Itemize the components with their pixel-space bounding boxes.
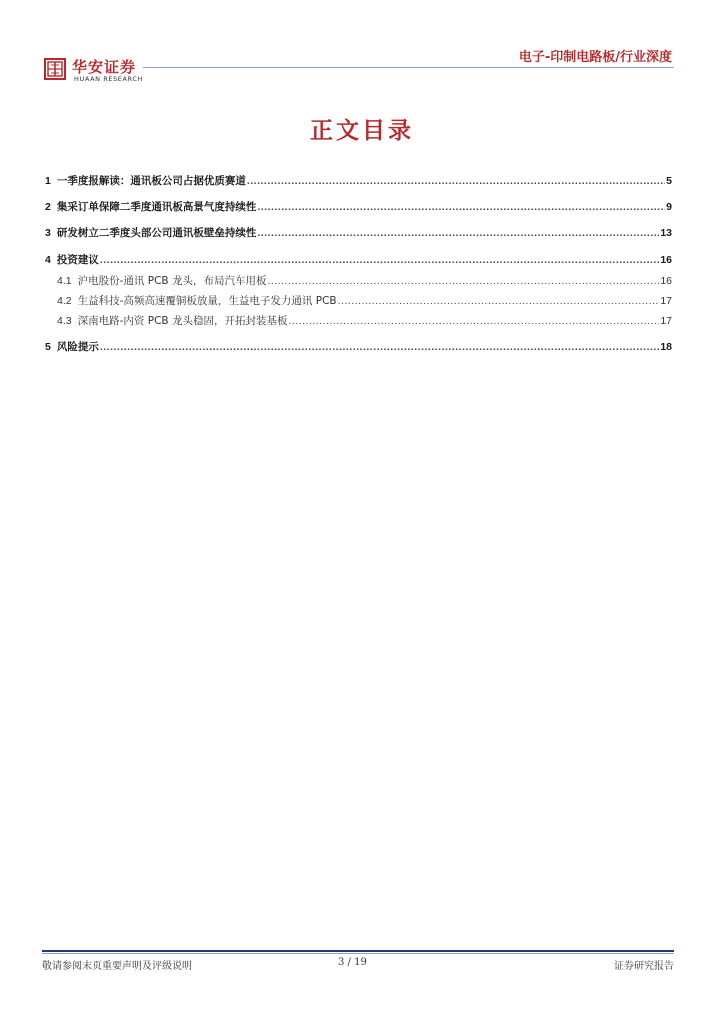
toc-entry-title: 研发树立二季度头部公司通讯板壁垒持续性 bbox=[56, 227, 257, 240]
footer-divider-thin bbox=[42, 953, 674, 954]
toc-leader-dots bbox=[247, 175, 665, 187]
toc-entry-page: 18 bbox=[660, 340, 672, 353]
toc-entry[interactable] bbox=[45, 199, 672, 225]
toc-entry-title: 一季度报解读：通讯板公司占据优质赛道 bbox=[56, 175, 246, 187]
header-divider bbox=[143, 67, 674, 68]
toc-entry-title: 沪电股份-通讯 PCB 龙头，布局汽车用板 bbox=[77, 274, 267, 287]
toc-entry-title: 集采订单保障二季度通讯板高景气度持续性 bbox=[56, 201, 257, 214]
toc-leader-dots bbox=[257, 201, 665, 213]
toc-entry-title: 风险提示 bbox=[56, 340, 99, 353]
toc-leader-dots bbox=[288, 315, 659, 327]
toc-entry[interactable] bbox=[45, 313, 672, 333]
toc-entry[interactable] bbox=[45, 173, 672, 199]
toc-entry-number: 4.3 bbox=[57, 315, 72, 328]
toc-entry[interactable] bbox=[45, 339, 672, 365]
toc-entry-title: 生益科技-高频高速覆铜板放量，生益电子发力通讯 PCB bbox=[77, 295, 337, 308]
toc-entry-page: 5 bbox=[666, 175, 672, 187]
toc-entry-number: 3 bbox=[45, 227, 51, 240]
huaan-logo-icon bbox=[44, 58, 66, 80]
logo-subtitle: HUAAN RESEARCH bbox=[74, 75, 143, 83]
page-title: 正文目录 bbox=[310, 118, 414, 144]
toc-entry-page: 9 bbox=[666, 201, 672, 214]
table-of-contents bbox=[45, 173, 672, 365]
toc-leader-dots bbox=[338, 295, 660, 307]
toc-leader-dots bbox=[100, 254, 659, 266]
footer-disclaimer: 敬请参阅末页重要声明及评级说明 bbox=[42, 961, 192, 972]
toc-entry[interactable] bbox=[45, 225, 672, 251]
toc-entry-page: 17 bbox=[660, 295, 672, 308]
footer-divider bbox=[42, 950, 674, 952]
toc-entry[interactable] bbox=[45, 293, 672, 313]
toc-entry-number: 4.1 bbox=[57, 274, 72, 287]
toc-leader-dots bbox=[257, 227, 659, 239]
page-number: 3 / 19 bbox=[338, 957, 367, 968]
toc-leader-dots bbox=[100, 341, 659, 353]
logo-text: 华安证券 bbox=[72, 58, 137, 76]
report-category: 电子-印制电路板/行业深度 bbox=[518, 50, 672, 65]
toc-leader-dots bbox=[267, 275, 659, 287]
toc-entry-title: 投资建议 bbox=[56, 253, 99, 266]
toc-entry[interactable] bbox=[45, 273, 672, 293]
page-header bbox=[0, 0, 724, 83]
toc-entry-page: 13 bbox=[660, 227, 672, 240]
toc-entry-title: 深南电路-内资 PCB 龙头稳固，开拓封装基板 bbox=[77, 315, 288, 328]
toc-entry-number: 2 bbox=[45, 201, 51, 214]
toc-entry-number: 1 bbox=[45, 175, 51, 187]
report-type: 证券研究报告 bbox=[614, 961, 674, 972]
toc-entry-page: 16 bbox=[660, 253, 672, 266]
toc-entry-number: 4 bbox=[45, 253, 51, 266]
toc-entry-number: 4.2 bbox=[57, 295, 72, 308]
toc-entry-page: 16 bbox=[660, 274, 672, 287]
toc-entry-page: 17 bbox=[660, 315, 672, 328]
toc-entry-number: 5 bbox=[45, 340, 51, 353]
